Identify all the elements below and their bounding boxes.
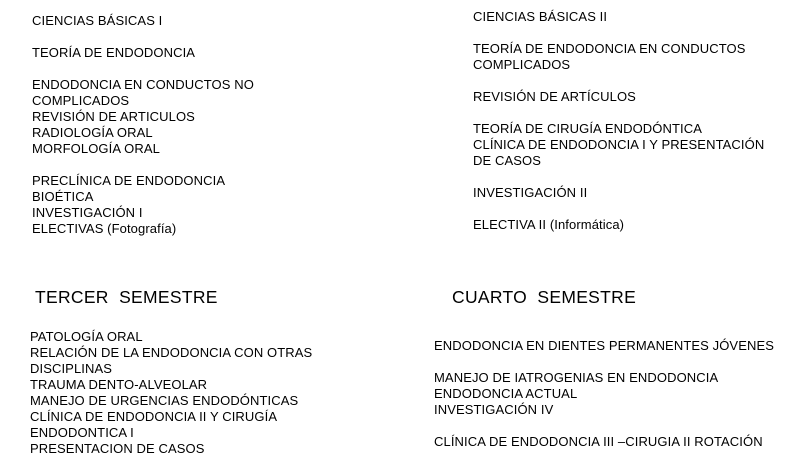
course-item: ENDODONCIA ACTUAL	[434, 386, 578, 401]
course-item: RELACIÓN DE LA ENDODONCIA CON OTRAS	[30, 345, 313, 360]
course-item: ENDODONCIA EN CONDUCTOS NO	[32, 77, 254, 92]
course-group	[434, 338, 774, 354]
course-item: REVISIÓN DE ARTICULOS	[32, 109, 195, 124]
second-semester-courses	[473, 9, 764, 233]
first-semester-courses	[32, 13, 254, 237]
course-group	[32, 13, 254, 29]
course-item: BIOÉTICA	[32, 189, 94, 204]
course-item: PRECLÍNICA DE ENDODONCIA	[32, 173, 226, 188]
course-item: TEORÍA DE CIRUGÍA ENDODÓNTICA	[473, 121, 702, 136]
course-item: CLÍNICA DE ENDODONCIA I Y PRESENTACIÓN	[473, 137, 765, 152]
course-item: PATOLOGÍA ORAL	[30, 329, 143, 344]
course-group	[434, 370, 774, 418]
course-item: CLÍNICA DE ENDODONCIA II Y CIRUGÍA	[30, 409, 278, 424]
course-item: PRESENTACION DE CASOS	[30, 441, 205, 456]
course-item: MANEJO DE IATROGENIAS EN ENDODONCIA	[434, 370, 719, 385]
course-group	[32, 173, 254, 237]
third-semester-courses	[30, 329, 312, 457]
course-group	[32, 45, 254, 61]
course-item: COMPLICADOS	[473, 57, 571, 72]
course-group	[434, 434, 774, 450]
third-semester-heading: TERCER SEMESTRE	[35, 287, 218, 307]
course-group	[32, 77, 254, 157]
course-item: ENDODONTICA I	[30, 425, 134, 440]
course-item: CIENCIAS BÁSICAS II	[473, 9, 608, 24]
course-item: INVESTIGACIÓN II	[473, 185, 588, 200]
course-item: TRAUMA DENTO-ALVEOLAR	[30, 377, 208, 392]
course-item: TEORÍA DE ENDODONCIA	[32, 45, 196, 60]
course-group	[30, 329, 312, 457]
fourth-semester-courses	[434, 338, 774, 450]
course-group	[473, 41, 764, 73]
course-item: COMPLICADOS	[32, 93, 130, 108]
course-group	[473, 89, 764, 105]
course-item: ENDODONCIA EN DIENTES PERMANENTES JÓVENES	[434, 338, 774, 353]
fourth-semester-heading: CUARTO SEMESTRE	[452, 287, 637, 307]
course-group	[473, 217, 764, 233]
course-item: CLÍNICA DE ENDODONCIA III –CIRUGIA II ROTACIÓN	[434, 434, 763, 449]
course-item: DISCIPLINAS	[30, 361, 113, 376]
course-item: RADIOLOGÍA ORAL	[32, 125, 153, 140]
course-item: DE CASOS	[473, 153, 541, 168]
course-item: INVESTIGACIÓN I	[32, 205, 143, 220]
course-item: INVESTIGACIÓN IV	[434, 402, 554, 417]
course-item: TEORÍA DE ENDODONCIA EN CONDUCTOS	[473, 41, 746, 56]
course-group	[473, 185, 764, 201]
course-item: REVISIÓN DE ARTÍCULOS	[473, 89, 636, 104]
course-group	[473, 9, 764, 25]
course-group	[473, 121, 764, 169]
course-item: ELECTIVA II (Informática)	[473, 217, 625, 232]
course-item: MORFOLOGÍA ORAL	[32, 141, 160, 156]
course-item: MANEJO DE URGENCIAS ENDODÓNTICAS	[30, 393, 299, 408]
course-item: ELECTIVAS (Fotografía)	[32, 221, 177, 236]
course-item: CIENCIAS BÁSICAS I	[32, 13, 163, 28]
